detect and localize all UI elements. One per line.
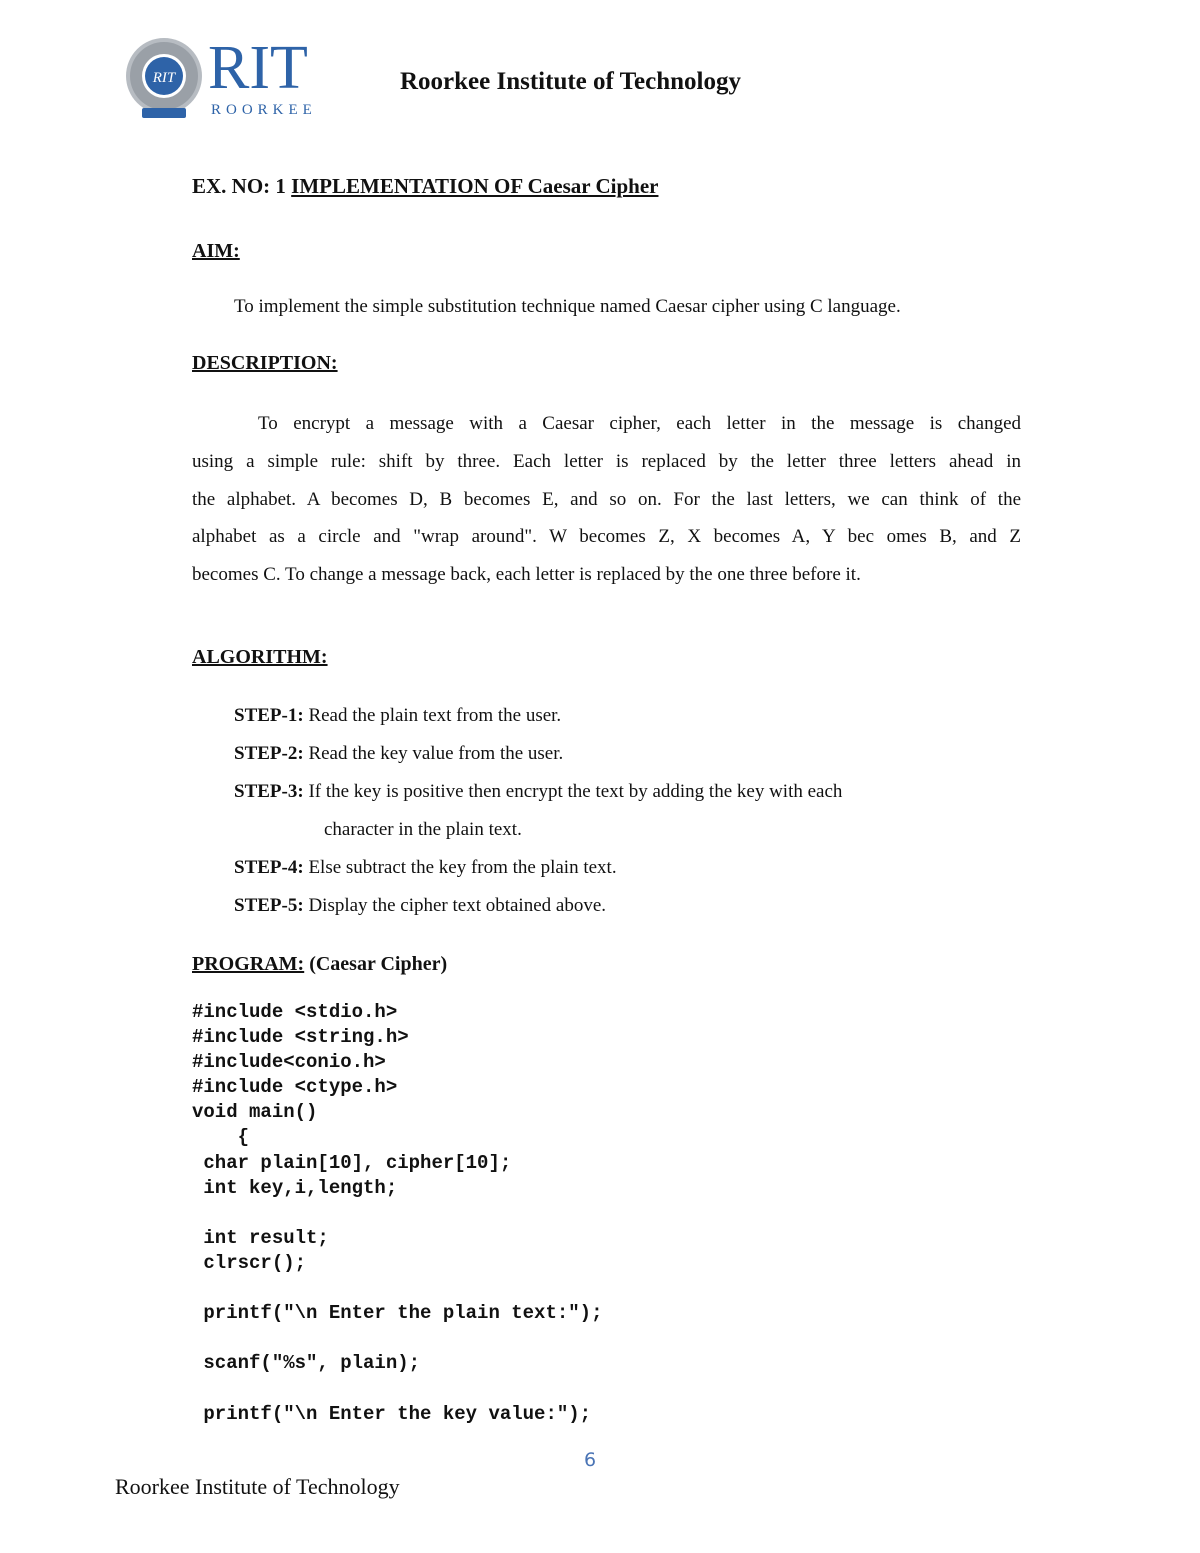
step-label: STEP-4: bbox=[234, 857, 304, 878]
logo-text: RIT bbox=[208, 34, 308, 102]
description-line: alphabet as a circle and "wrap around". W becomes Z, X becomes A, Y bec omes B, and Z bbox=[192, 526, 1021, 548]
algorithm-step bbox=[234, 735, 842, 773]
description-line: using a simple rule: shift by three. Each letter is replaced by the letter three letters ahead in bbox=[192, 450, 1021, 472]
institute-name-header: Roorkee Institute of Technology bbox=[400, 68, 741, 95]
step-text: If the key is positive then encrypt the text by adding the key with each bbox=[308, 781, 843, 802]
description-heading: DESCRIPTION: bbox=[192, 352, 338, 374]
step-text: character in the plain text. bbox=[324, 819, 522, 840]
description-line: To encrypt a message with a Caesar cipher, each letter in the message is changed bbox=[258, 413, 1021, 434]
algorithm-step-continuation bbox=[234, 811, 842, 849]
algorithm-steps bbox=[234, 697, 842, 925]
program-subheading: (Caesar Cipher) bbox=[309, 953, 448, 975]
aim-text: To implement the simple substitution technique named Caesar cipher using C language. bbox=[234, 296, 901, 317]
algorithm-step bbox=[234, 697, 842, 735]
footer-institute-name: Roorkee Institute of Technology bbox=[115, 1474, 400, 1499]
program-code: #include <stdio.h> #include <string.h> #include<conio.h> #include <ctype.h> void main() { char plain[10], cipher[10]; int key,i,length; int result; clrscr(); printf("\n Enter the plain text:"); scanf("%s", plain); printf("\n Enter the key value:"); bbox=[192, 1001, 603, 1425]
step-text: Else subtract the key from the plain text. bbox=[308, 857, 617, 878]
logo-seal-icon bbox=[126, 38, 202, 118]
algorithm-step bbox=[234, 849, 842, 887]
step-label: STEP-1: bbox=[234, 705, 304, 726]
algorithm-heading: ALGORITHM: bbox=[192, 646, 328, 668]
step-label: STEP-2: bbox=[234, 743, 304, 764]
step-text: Read the key value from the user. bbox=[308, 743, 564, 764]
algorithm-step bbox=[234, 773, 842, 811]
exercise-name: IMPLEMENTATION OF Caesar Cipher bbox=[291, 174, 659, 198]
description-paragraph bbox=[192, 405, 1021, 594]
logo-seal-initials: RIT bbox=[152, 70, 176, 86]
exercise-number: EX. NO: 1 bbox=[192, 174, 292, 198]
step-label: STEP-5: bbox=[234, 895, 304, 916]
logo-subtext: ROORKEE bbox=[211, 102, 317, 118]
algorithm-step bbox=[234, 887, 842, 925]
aim-heading: AIM: bbox=[192, 240, 240, 262]
page-number: 6 bbox=[584, 1449, 597, 1471]
step-text: Read the plain text from the user. bbox=[308, 705, 562, 726]
step-text: Display the cipher text obtained above. bbox=[308, 895, 607, 916]
description-line: the alphabet. A becomes D, B becomes E, and so on. For the last letters, we can think of the bbox=[192, 488, 1021, 510]
step-label: STEP-3: bbox=[234, 781, 304, 802]
program-heading bbox=[192, 953, 447, 976]
exercise-title bbox=[192, 174, 658, 199]
description-line: becomes C. To change a message back, each letter is replaced by the one three before it. bbox=[192, 564, 861, 586]
program-heading-label: PROGRAM: bbox=[192, 953, 305, 975]
rit-logo bbox=[124, 30, 324, 126]
